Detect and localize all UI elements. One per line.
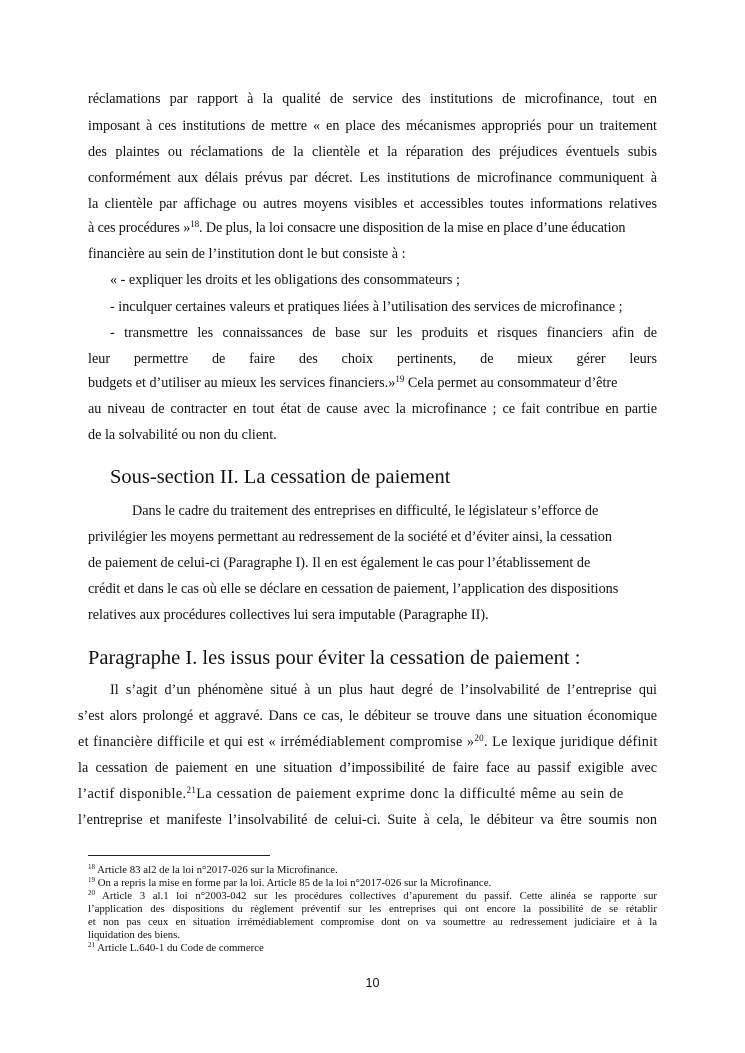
body-line: la clientèle par affichage ou autres moyens visibles et accessibles toutes informations relatives — [88, 196, 657, 212]
footnote-ref: 18 — [190, 219, 199, 229]
page-number: 10 — [365, 976, 380, 990]
body-line: crédit et dans le cas où elle se déclare en cessation de paiement, l’application des dispositions — [88, 581, 619, 597]
body-line: Dans le cadre du traitement des entreprises en difficulté, le législateur s’efforce de — [132, 503, 599, 519]
footnote-ref: 19 — [395, 374, 405, 384]
footnote-ref: 21 — [186, 785, 197, 795]
body-line: relatives aux procédures collectives lui sera imputable (Paragraphe II). — [88, 607, 489, 623]
body-line: Il s’agit d’un phénomène situé à un plus haut degré de l’insolvabilité de l’entreprise qui — [110, 682, 657, 698]
footnote: $^{18}$ Article 83 al2 de la loi n°2017-026 sur la Microfinance. — [88, 863, 338, 876]
body-line: imposant à ces institutions de mettre « en place des mécanismes appropriés pour un traitement — [88, 118, 657, 134]
body-line: de la solvabilité ou non du client. — [88, 427, 277, 443]
body-line: conformément aux délais prévus par décret. Les institutions de microfinance communiquent à — [88, 170, 657, 186]
body-line: leur permettre de faire des choix pertinents, de mieux gérer leurs — [88, 351, 657, 367]
body-line: l’entreprise et manifeste l’insolvabilité de celui-ci. Suite à cela, le débiteur va être soumis non — [78, 812, 657, 828]
body-line: l’actif disponible.$^{21}$La cessation de paiement exprime donc la difficulté même au sein de — [78, 785, 624, 802]
footnote: $^{20}$ Article 3 al.1 loi n°2003-042 sur les procédures collectives d’apurement du passif. Cette alinéa se rapporte sur — [88, 889, 657, 902]
body-line: budgets et d’utiliser au mieux les services financiers.»$^{19}$ Cela permet au consommateur d’être — [88, 374, 618, 391]
body-line: au niveau de contracter en tout état de cause avec la microfinance ; ce fait contribue en partie — [88, 401, 657, 417]
footnote-ref: 20 — [474, 733, 484, 743]
paragraph-heading: Paragraphe I. les issus pour éviter la cessation de paiement : — [88, 647, 581, 669]
body-line: et financière difficile et qui est « irrémédiablement compromise »$^{20}$. Le lexique juridique définit — [78, 733, 658, 750]
footnote-separator — [88, 855, 270, 856]
footnote: l’application des dispositions du règlement préventif sur les entreprises qui ont encore la possibilité de se rétablir — [88, 903, 657, 915]
body-line: privilégier les moyens permettant au redressement de la société et d’éviter ainsi, la cessation — [88, 529, 612, 545]
body-line: des plaintes ou réclamations de la clientèle et la réparation des préjudices éventuels subis — [88, 144, 657, 160]
body-line: la cessation de paiement en une situation d’impossibilité de faire face au passif exigible avec — [78, 760, 657, 776]
footnote: et non pas ceux en situation irrémédiablement compromise dont on va soumettre au redressement judiciaire et à la — [88, 916, 657, 928]
section-heading: Sous-section II. La cessation de paiement — [110, 466, 451, 488]
list-item: - transmettre les connaissances de base sur les produits et risques financiers afin de — [110, 325, 657, 341]
list-item: - inculquer certaines valeurs et pratiques liées à l’utilisation des services de microfinance ; — [110, 299, 623, 315]
body-line: financière au sein de l’institution dont le but consiste à : — [88, 246, 406, 262]
body-line: à ces procédures »$^{18}$. De plus, la loi consacre une disposition de la mise en place d’une éducation — [88, 219, 626, 236]
body-line: réclamations par rapport à la qualité de service des institutions de microfinance, tout en — [88, 91, 657, 107]
body-line: de paiement de celui-ci (Paragraphe I). Il en est également le cas pour l’établissement de — [88, 555, 591, 571]
footnote: $^{21}$ Article L.640-1 du Code de commerce — [88, 941, 264, 954]
footnote: $^{19}$ On a repris la mise en forme par la loi. Article 85 de la loi n°2017-026 sur la Microfinance. — [88, 876, 492, 889]
list-item: « - expliquer les droits et les obligations des consommateurs ; — [110, 272, 460, 288]
body-line: s’est alors prolongé et aggravé. Dans ce cas, le débiteur se trouve dans une situation économique — [78, 708, 657, 724]
footnote: liquidation des biens. — [88, 929, 181, 941]
